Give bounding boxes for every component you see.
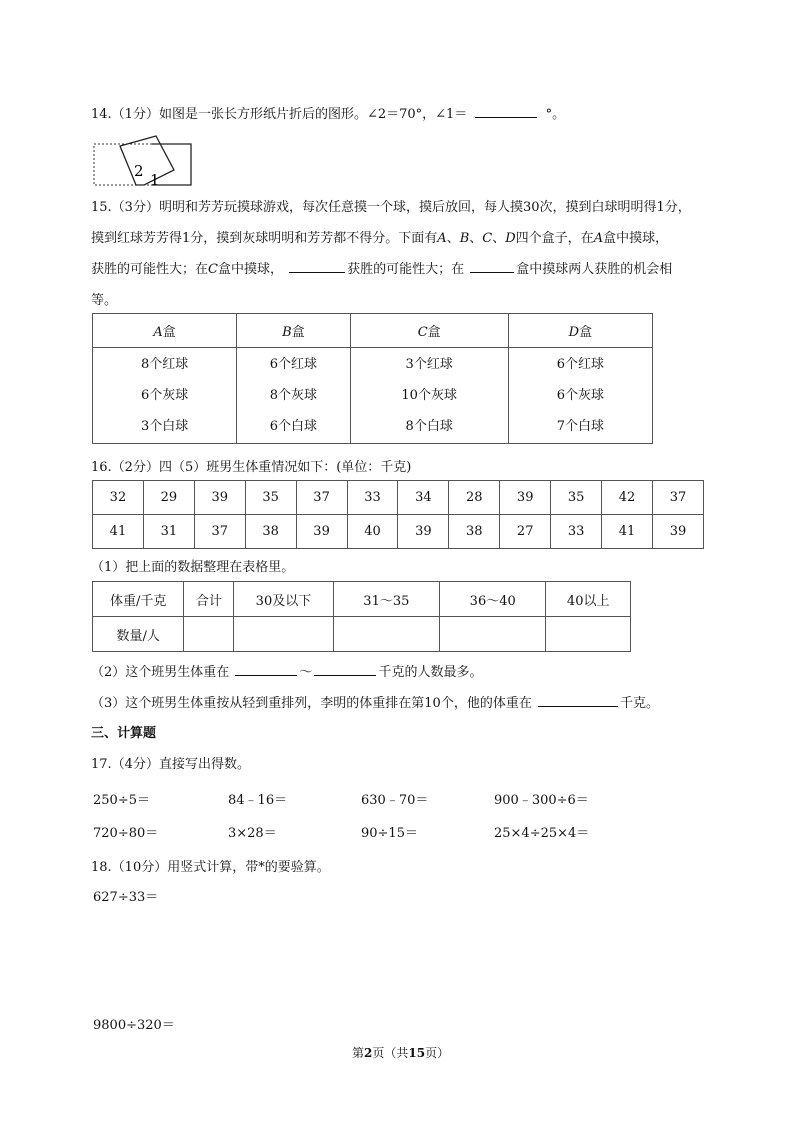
q17-expr-2-2: 3×28＝ <box>228 826 277 841</box>
q15-line3-text-e: 盒中摸球两人获胜的机会相 <box>516 262 673 277</box>
q15-header-d: D盒 <box>508 314 652 348</box>
q15-letter-b: B <box>459 231 470 246</box>
footer-suffix: 页） <box>425 1046 450 1060</box>
q16-sub2-text-a: （2）这个班男生体重在 <box>91 665 230 680</box>
weight-cell: 42 <box>602 481 653 515</box>
q15-b-gray: 8个灰球 <box>269 388 318 403</box>
q14-lead: 14.（1分）如图是一张长方形纸片折后的图形。∠2＝70°，∠1＝ <box>91 107 468 122</box>
q17-title: 17.（4分）直接写出得数。 <box>91 757 250 772</box>
q16-weights-row-2 <box>93 515 704 549</box>
weight-cell: 37 <box>296 481 347 515</box>
q16-tally-table <box>92 581 631 652</box>
q15-line-1: 15.（3分）明明和芳芳玩摸球游戏，每次任意摸一个球，摸后放回，每人摸30次，摸到白球明明得1分， <box>91 200 691 215</box>
q16-sub3-text-a: （3）这个班男生体重按从轻到重排列，李明的体重排在第10个，他的体重在 <box>91 696 532 711</box>
q18-expr-2: 9800÷320＝ <box>93 1018 175 1033</box>
q16-sub2-text-c: 千克的人数最多。 <box>378 665 483 680</box>
footer-page-number: 2 <box>364 1046 373 1060</box>
footer-middle: 页（共 <box>372 1046 409 1060</box>
q15-d-red: 6个红球 <box>556 357 605 372</box>
q16-tally-count-row <box>93 617 631 652</box>
q14-line <box>91 103 565 122</box>
weight-cell: 33 <box>551 515 602 549</box>
q15-line2-text-i: 四个盒子，在 <box>515 231 594 246</box>
q15-box-a-cell <box>93 348 237 444</box>
q16-sub2 <box>91 661 482 680</box>
tally-header-36-40: 36～40 <box>440 582 546 617</box>
weight-cell: 32 <box>93 481 144 515</box>
tally-input-31-35[interactable] <box>333 617 439 652</box>
q15-line2-text-a: 摸到红球芳芳得1分，摸到灰球明明和芳芳都不得分。下面有 <box>91 231 438 246</box>
q15-box-d-cell <box>508 348 652 444</box>
q15-box-b-cell <box>237 348 350 444</box>
q15-blank-2[interactable] <box>470 259 514 273</box>
q15-line3-text-d: 获胜的可能性大；在 <box>347 262 465 277</box>
weight-cell: 35 <box>245 481 296 515</box>
tally-input-30-below[interactable] <box>234 617 333 652</box>
q14-tail: °。 <box>545 107 566 122</box>
q15-box-table <box>92 313 653 444</box>
q15-sep-1: 、 <box>446 231 460 246</box>
page-footer <box>352 1044 449 1061</box>
weight-cell: 38 <box>245 515 296 549</box>
weight-cell: 41 <box>93 515 144 549</box>
q15-c-white: 8个白球 <box>405 419 453 434</box>
weight-cell: 39 <box>194 481 245 515</box>
q17-expr-2-4: 25×4÷25×4＝ <box>494 826 590 841</box>
q15-line2-text-k: 盒中摸球， <box>603 231 669 246</box>
q14-blank[interactable] <box>475 104 537 118</box>
tally-header-30-below: 30及以下 <box>234 582 333 617</box>
q18-expr-1: 627÷33＝ <box>93 890 159 905</box>
footer-total-pages: 15 <box>408 1046 426 1060</box>
q18-title: 18.（10分）用竖式计算，带*的要验算。 <box>91 860 330 875</box>
q15-a-red: 8个红球 <box>140 357 189 372</box>
q16-blank-liming[interactable] <box>538 693 618 707</box>
weight-cell: 37 <box>194 515 245 549</box>
tally-input-36-40[interactable] <box>440 617 546 652</box>
q15-header-row <box>93 314 653 348</box>
q17-expr-2-1: 720÷80＝ <box>93 826 159 841</box>
q16-tally-header-row <box>93 582 631 617</box>
q16-title: 16.（2分）四（5）班男生体重情况如下：(单位：千克) <box>91 460 412 475</box>
weight-cell: 27 <box>500 515 551 549</box>
q14-figure <box>92 132 196 188</box>
q15-blank-1[interactable] <box>289 259 345 273</box>
q16-sub3-text-b: 千克。 <box>619 696 659 711</box>
q15-sep-3: 、 <box>492 231 506 246</box>
q14-angle-2-label: 2 <box>134 162 144 180</box>
q16-blank-min[interactable] <box>235 662 297 676</box>
weight-cell: 35 <box>551 481 602 515</box>
q17-expr-1-1: 250÷5＝ <box>93 793 150 808</box>
q17-expr-1-2: 84﹣16＝ <box>228 793 288 808</box>
q15-a-white: 3个白球 <box>140 419 189 434</box>
q15-line3-text-c: 盒中摸球， <box>217 262 283 277</box>
tally-header-31-35: 31～35 <box>333 582 439 617</box>
q15-a-gray: 6个灰球 <box>140 388 189 403</box>
q17-expr-1-3: 630﹣70＝ <box>361 793 429 808</box>
weight-cell: 40 <box>347 515 398 549</box>
q17-expr-1-4: 900﹣300÷6＝ <box>494 793 589 808</box>
q15-header-b: B盒 <box>237 314 350 348</box>
q15-line-3 <box>91 258 672 277</box>
q15-line-2 <box>91 227 668 246</box>
q16-weights-table <box>92 480 704 549</box>
q15-line-4: 等。 <box>91 293 118 308</box>
weight-cell: 33 <box>347 481 398 515</box>
q16-sub1: （1）把上面的数据整理在表格里。 <box>91 560 295 575</box>
tally-input-40-above[interactable] <box>546 617 631 652</box>
q15-letter-c: C <box>482 231 493 246</box>
q15-letter-a: A <box>437 231 447 246</box>
q15-line3-text-a: 获胜的可能性大；在 <box>91 262 209 277</box>
q15-letter-c-2: C <box>208 262 218 277</box>
q15-content-row <box>93 348 653 444</box>
q15-letter-d: D <box>505 231 516 246</box>
q15-b-red: 6个红球 <box>269 357 318 372</box>
q16-sub3 <box>91 692 659 711</box>
footer-prefix: 第 <box>352 1046 365 1060</box>
tally-row-label: 数量/人 <box>93 617 184 652</box>
q17-expr-2-3: 90÷15＝ <box>361 826 418 841</box>
weight-cell: 39 <box>398 515 449 549</box>
q15-d-gray: 6个灰球 <box>556 388 605 403</box>
weight-cell: 39 <box>296 515 347 549</box>
tally-header-weight: 体重/千克 <box>93 582 184 617</box>
q15-header-a: A盒 <box>93 314 237 348</box>
q15-c-gray: 10个灰球 <box>401 388 457 403</box>
weight-cell: 31 <box>143 515 194 549</box>
q15-header-c: C盒 <box>350 314 508 348</box>
q14-angle-1-label: 1 <box>150 171 160 188</box>
section-3-title: 三、计算题 <box>91 726 157 741</box>
q15-sep-2: 、 <box>469 231 483 246</box>
weight-cell: 34 <box>398 481 449 515</box>
weight-cell: 38 <box>449 515 500 549</box>
q16-sub2-tilde: ～ <box>299 665 313 680</box>
q15-d-white: 7个白球 <box>556 419 605 434</box>
q16-weights-row-1 <box>93 481 704 515</box>
weight-cell: 28 <box>449 481 500 515</box>
q15-letter-a-2: A <box>593 231 604 246</box>
weight-cell: 39 <box>652 515 703 549</box>
weight-cell: 37 <box>652 481 703 515</box>
q15-b-white: 6个白球 <box>269 419 318 434</box>
q15-box-c-cell <box>350 348 508 444</box>
tally-header-total: 合计 <box>184 582 234 617</box>
weight-cell: 29 <box>143 481 194 515</box>
q15-c-red: 3个红球 <box>405 357 453 372</box>
tally-header-40-above: 40以上 <box>546 582 631 617</box>
weight-cell: 41 <box>602 515 653 549</box>
weight-cell: 39 <box>500 481 551 515</box>
q16-blank-max[interactable] <box>314 662 376 676</box>
tally-input-total[interactable] <box>184 617 234 652</box>
